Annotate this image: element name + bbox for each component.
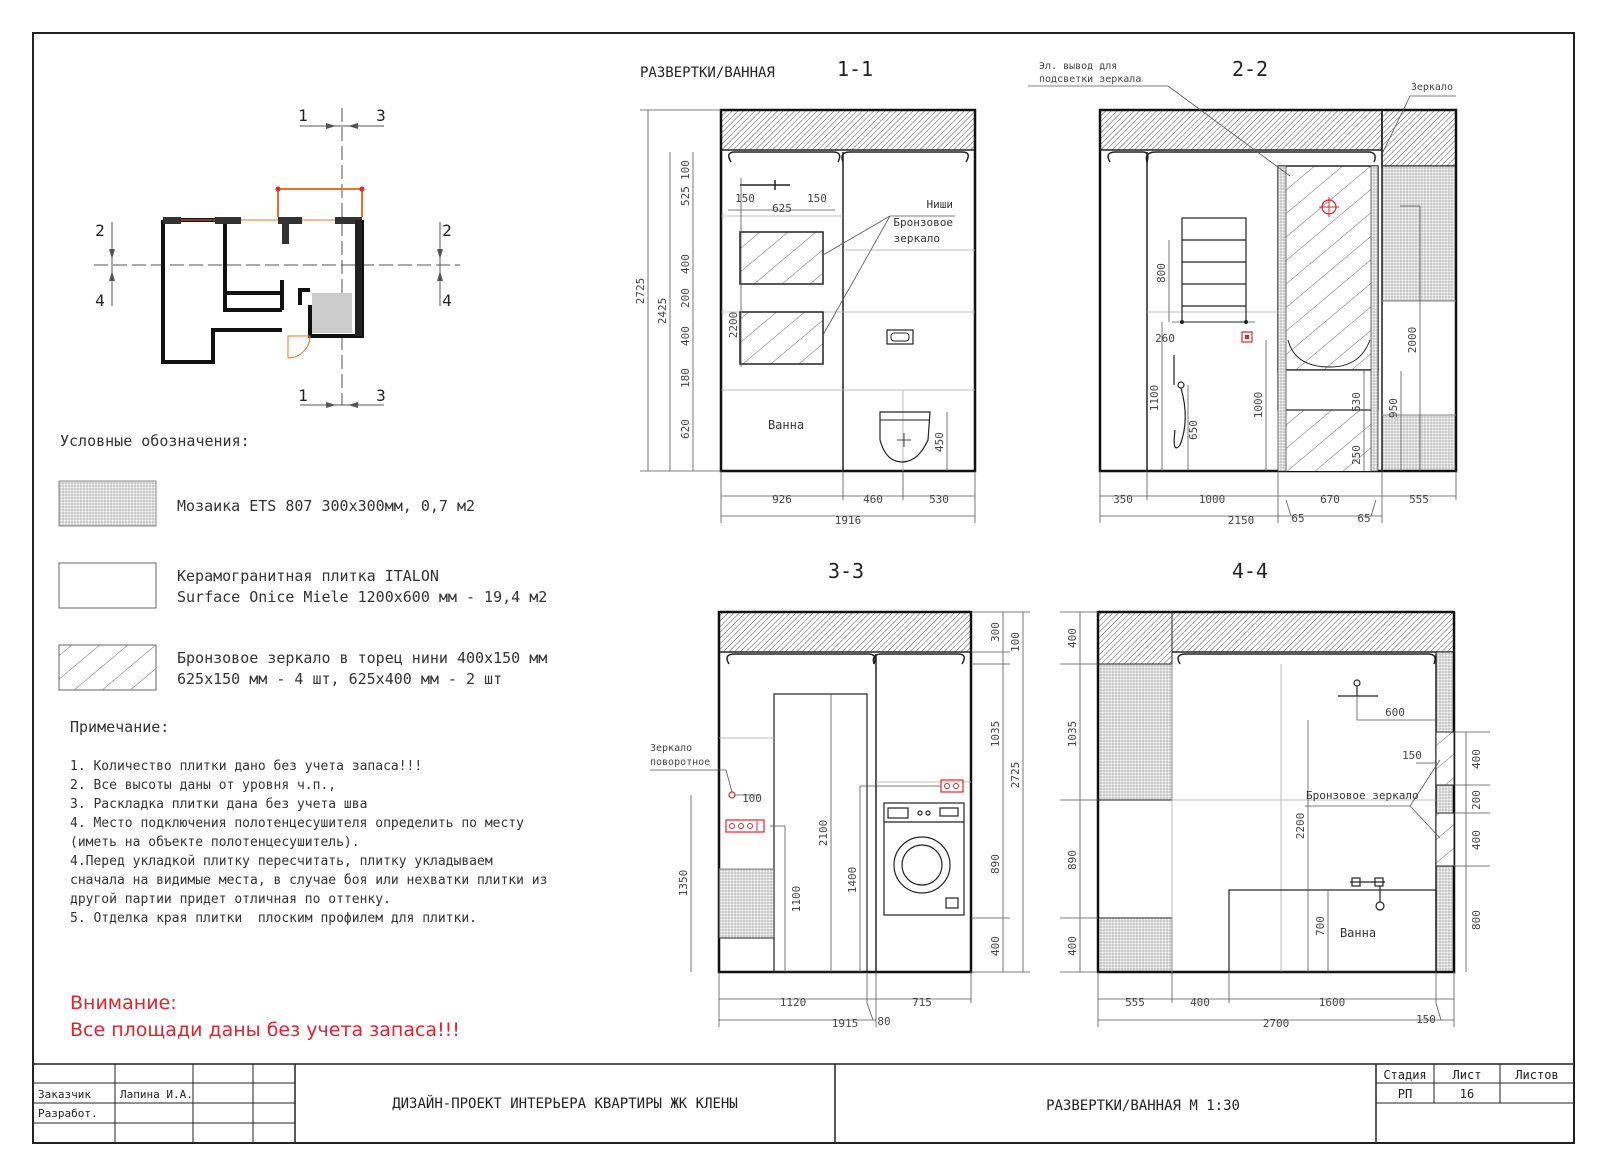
legend-swatch-mosaic — [59, 481, 156, 526]
note-line: другой партии придет отличная по оттенку. — [70, 892, 391, 907]
dimension-text: 530 — [1350, 392, 1363, 412]
bath-mixer — [1350, 878, 1385, 910]
dimension-text: 555 — [1125, 996, 1145, 1009]
stage-value: РП — [1397, 1087, 1413, 1101]
legend-item-text: Бронзовое зеркало в торец нини 400х150 мм — [177, 649, 548, 667]
hand-shower — [1174, 355, 1185, 448]
elevation-2-2 — [1028, 61, 1456, 527]
dimension-text: 800 — [1470, 910, 1483, 930]
legend-item-text: 625х150 мм - 4 шт, 625х400 мм - 2 шт — [177, 670, 503, 688]
note-line: 1. Количество плитки дано без учета запаса!!! — [70, 759, 423, 774]
callout-text: Зеркало — [650, 743, 693, 754]
elevation-1-1 — [634, 110, 975, 527]
callout-text: Бронзовое зеркало — [1306, 789, 1419, 802]
section-mark: 4 — [95, 291, 105, 310]
dimension-text: 150 — [1402, 749, 1422, 762]
key-plan — [94, 106, 460, 408]
view-label-4-4: 4-4 — [1231, 559, 1269, 583]
dimension-text: 950 — [1387, 398, 1400, 418]
dimension-text: 1100 — [1148, 384, 1161, 412]
warning-text: Все площади даны без учета запаса!!! — [70, 1019, 460, 1041]
dimension-text: 2200 — [1294, 812, 1307, 840]
dimension-text: 2425 — [656, 297, 669, 325]
dimension-text: 1600 — [1318, 996, 1346, 1009]
dimension-text: 400 — [1470, 749, 1483, 769]
sheet-number: 16 — [1459, 1087, 1475, 1101]
shower-head — [1338, 680, 1378, 696]
section-mark: 2 — [442, 221, 452, 240]
notes-list — [70, 757, 590, 928]
title-block-label: Лист — [1452, 1068, 1482, 1082]
dimension-text: 65 — [1357, 512, 1371, 525]
dimension-text: 700 — [1314, 916, 1327, 936]
legend-swatch-porcelain — [59, 563, 156, 608]
fixture-label: Ванна — [767, 418, 805, 432]
dimension-text: 460 — [863, 493, 883, 506]
dimension-text: 80 — [877, 1015, 891, 1028]
dimension-text: 926 — [772, 493, 792, 506]
washing-machine — [884, 803, 964, 915]
dimension-text: 800 — [1155, 263, 1168, 283]
view-label-2-2: 2-2 — [1231, 57, 1269, 81]
dimension-text: 890 — [1066, 850, 1079, 870]
dimension-text: 1000 — [1252, 391, 1265, 419]
sheet-name: РАЗВЕРТКИ/ВАННАЯ М 1:30 — [1046, 1098, 1240, 1114]
dimension-text: 450 — [933, 432, 946, 452]
dimension-text: 300 — [989, 622, 1002, 642]
dimension-text: 650 — [1187, 420, 1200, 440]
title-block-label: Заказчик — [38, 1088, 91, 1101]
title-block-label: Разработ. — [38, 1107, 98, 1120]
callout-text: поворотное — [650, 757, 711, 768]
dimension-text: 1350 — [677, 869, 690, 897]
section-mark: 2 — [95, 221, 105, 240]
dimension-text: 620 — [679, 419, 692, 439]
callout-text: Бронзовое — [893, 216, 953, 229]
dimension-text: 2150 — [1227, 514, 1255, 527]
legend-swatch-mirror — [59, 645, 156, 690]
dimension-text: 1916 — [834, 514, 862, 527]
niche-mirror — [1436, 813, 1454, 866]
note-line: 4.Перед укладкой плитку пересчитать, плитку укладываем — [70, 854, 493, 869]
towel-rail — [1182, 218, 1246, 322]
dimension-text: 400 — [1470, 830, 1483, 850]
elevation-4-4 — [1060, 612, 1490, 1030]
elevation-3-3 — [650, 612, 1030, 1030]
section-mark: 4 — [442, 291, 452, 310]
dimension-text: 150 — [735, 192, 755, 205]
customer-name: Лапина И.А. — [120, 1088, 193, 1101]
view-label-3-3: 3-3 — [827, 559, 865, 583]
dimension-text: 180 — [679, 368, 692, 388]
warning-title: Внимание: — [70, 992, 177, 1014]
dimension-text: 2100 — [817, 819, 830, 847]
bathtub-front — [1229, 890, 1436, 972]
dimension-text: 150 — [1416, 1013, 1436, 1026]
fixture-label: Ванна — [1339, 926, 1377, 940]
callout-text: Зеркало — [1410, 82, 1453, 93]
section-mark: 3 — [376, 386, 386, 405]
mirror-pivot — [729, 792, 735, 798]
callout-text: Ниши — [926, 198, 953, 211]
legend-title: Условные обозначения: — [60, 432, 250, 450]
dimension-text: 150 — [807, 192, 827, 205]
project-title: ДИЗАЙН-ПРОЕКТ ИНТЕРЬЕРА КВАРТИРЫ ЖК КЛЕНЫ — [392, 1096, 738, 1112]
dimension-text: 2700 — [1262, 1017, 1290, 1030]
dimension-text: 350 — [1113, 493, 1133, 506]
dimension-text: 1035 — [989, 720, 1002, 748]
note-line: 2. Все высоты даны от уровня ч.п., — [70, 778, 337, 793]
sheet-title: РАЗВЕРТКИ/ВАННАЯ — [640, 65, 775, 81]
dimension-text: 2725 — [1009, 761, 1022, 789]
dimension-text: 400 — [679, 254, 692, 274]
dimension-text: 100 — [742, 792, 762, 805]
dimension-text: 525 — [679, 186, 692, 206]
note-line: 3. Раскладка плитки дана без учета шва — [70, 797, 368, 812]
legend-item-text: Керамогранитная плитка ITALON — [177, 567, 439, 585]
dimension-text: 1915 — [831, 1017, 859, 1030]
title-block-label: Листов — [1515, 1068, 1559, 1082]
dimension-text: 625 — [772, 202, 792, 215]
dimension-text: 2000 — [1406, 326, 1419, 354]
warning-block — [70, 990, 460, 1044]
dimension-text: 600 — [1385, 706, 1405, 719]
callout-text: зеркало — [893, 232, 940, 245]
note-line: (иметь на объекте полотенцесушитель). — [70, 835, 360, 850]
view-label-1-1: 1-1 — [836, 57, 874, 81]
dimension-text: 670 — [1320, 493, 1340, 506]
dimension-text: 890 — [989, 854, 1002, 874]
title-block — [33, 1064, 1574, 1143]
dimension-text: 100 — [679, 160, 692, 180]
dimension-text: 530 — [929, 493, 949, 506]
dimension-text: 200 — [1470, 790, 1483, 810]
dimension-text: 2725 — [634, 277, 647, 305]
section-mark: 1 — [298, 386, 308, 405]
callout-text: Эл. вывод для — [1039, 61, 1118, 72]
dimension-text: 1000 — [1198, 493, 1226, 506]
dimension-text: 400 — [679, 326, 692, 346]
wall-mirror — [1278, 166, 1378, 370]
niche-mirror — [740, 232, 823, 284]
note-line: 5. Отделка края плитки плоским профилем для плитки. — [70, 911, 477, 926]
notes-title: Примечание: — [70, 718, 170, 736]
legend-item-text: Мозаика ETS 807 300х300мм, 0,7 м2 — [177, 497, 476, 515]
dimension-text: 400 — [1190, 996, 1210, 1009]
dimension-text: 250 — [1350, 445, 1363, 465]
dimension-text: 400 — [1066, 936, 1079, 956]
dimension-text: 1120 — [779, 996, 807, 1009]
dimension-text: 555 — [1409, 493, 1429, 506]
sockets-red — [726, 820, 764, 832]
niche-mirror — [740, 312, 823, 364]
title-block-label: Стадия — [1383, 1068, 1427, 1082]
dimension-text: 1100 — [790, 885, 803, 913]
dimension-text: 715 — [912, 996, 932, 1009]
dimension-text: 200 — [679, 288, 692, 308]
dimension-text: 65 — [1291, 512, 1305, 525]
niche-mirror — [1436, 732, 1454, 785]
note-line: сначала на видимые места, в случае боя или нехватки плитки из — [70, 873, 548, 888]
callout-text: подсветки зеркала — [1039, 74, 1142, 85]
dimension-text: 2200 — [727, 311, 740, 339]
dimension-text: 1400 — [846, 866, 859, 894]
dimension-text: 400 — [1066, 628, 1079, 648]
section-mark: 1 — [298, 106, 308, 125]
bathtub-side — [1278, 370, 1378, 410]
dimension-text: 260 — [1155, 332, 1175, 345]
dimension-text: 1035 — [1066, 720, 1079, 748]
note-line: 4. Место подключения полотенцесушителя определить по месту — [70, 816, 524, 831]
bathroom-room-highlight — [312, 293, 352, 333]
legend-item-text: Surface Onice Miele 1200x600 мм - 19,4 м2 — [177, 588, 548, 606]
dimension-text: 400 — [989, 936, 1002, 956]
section-mark: 3 — [376, 106, 386, 125]
dimension-text: 100 — [1009, 632, 1022, 652]
